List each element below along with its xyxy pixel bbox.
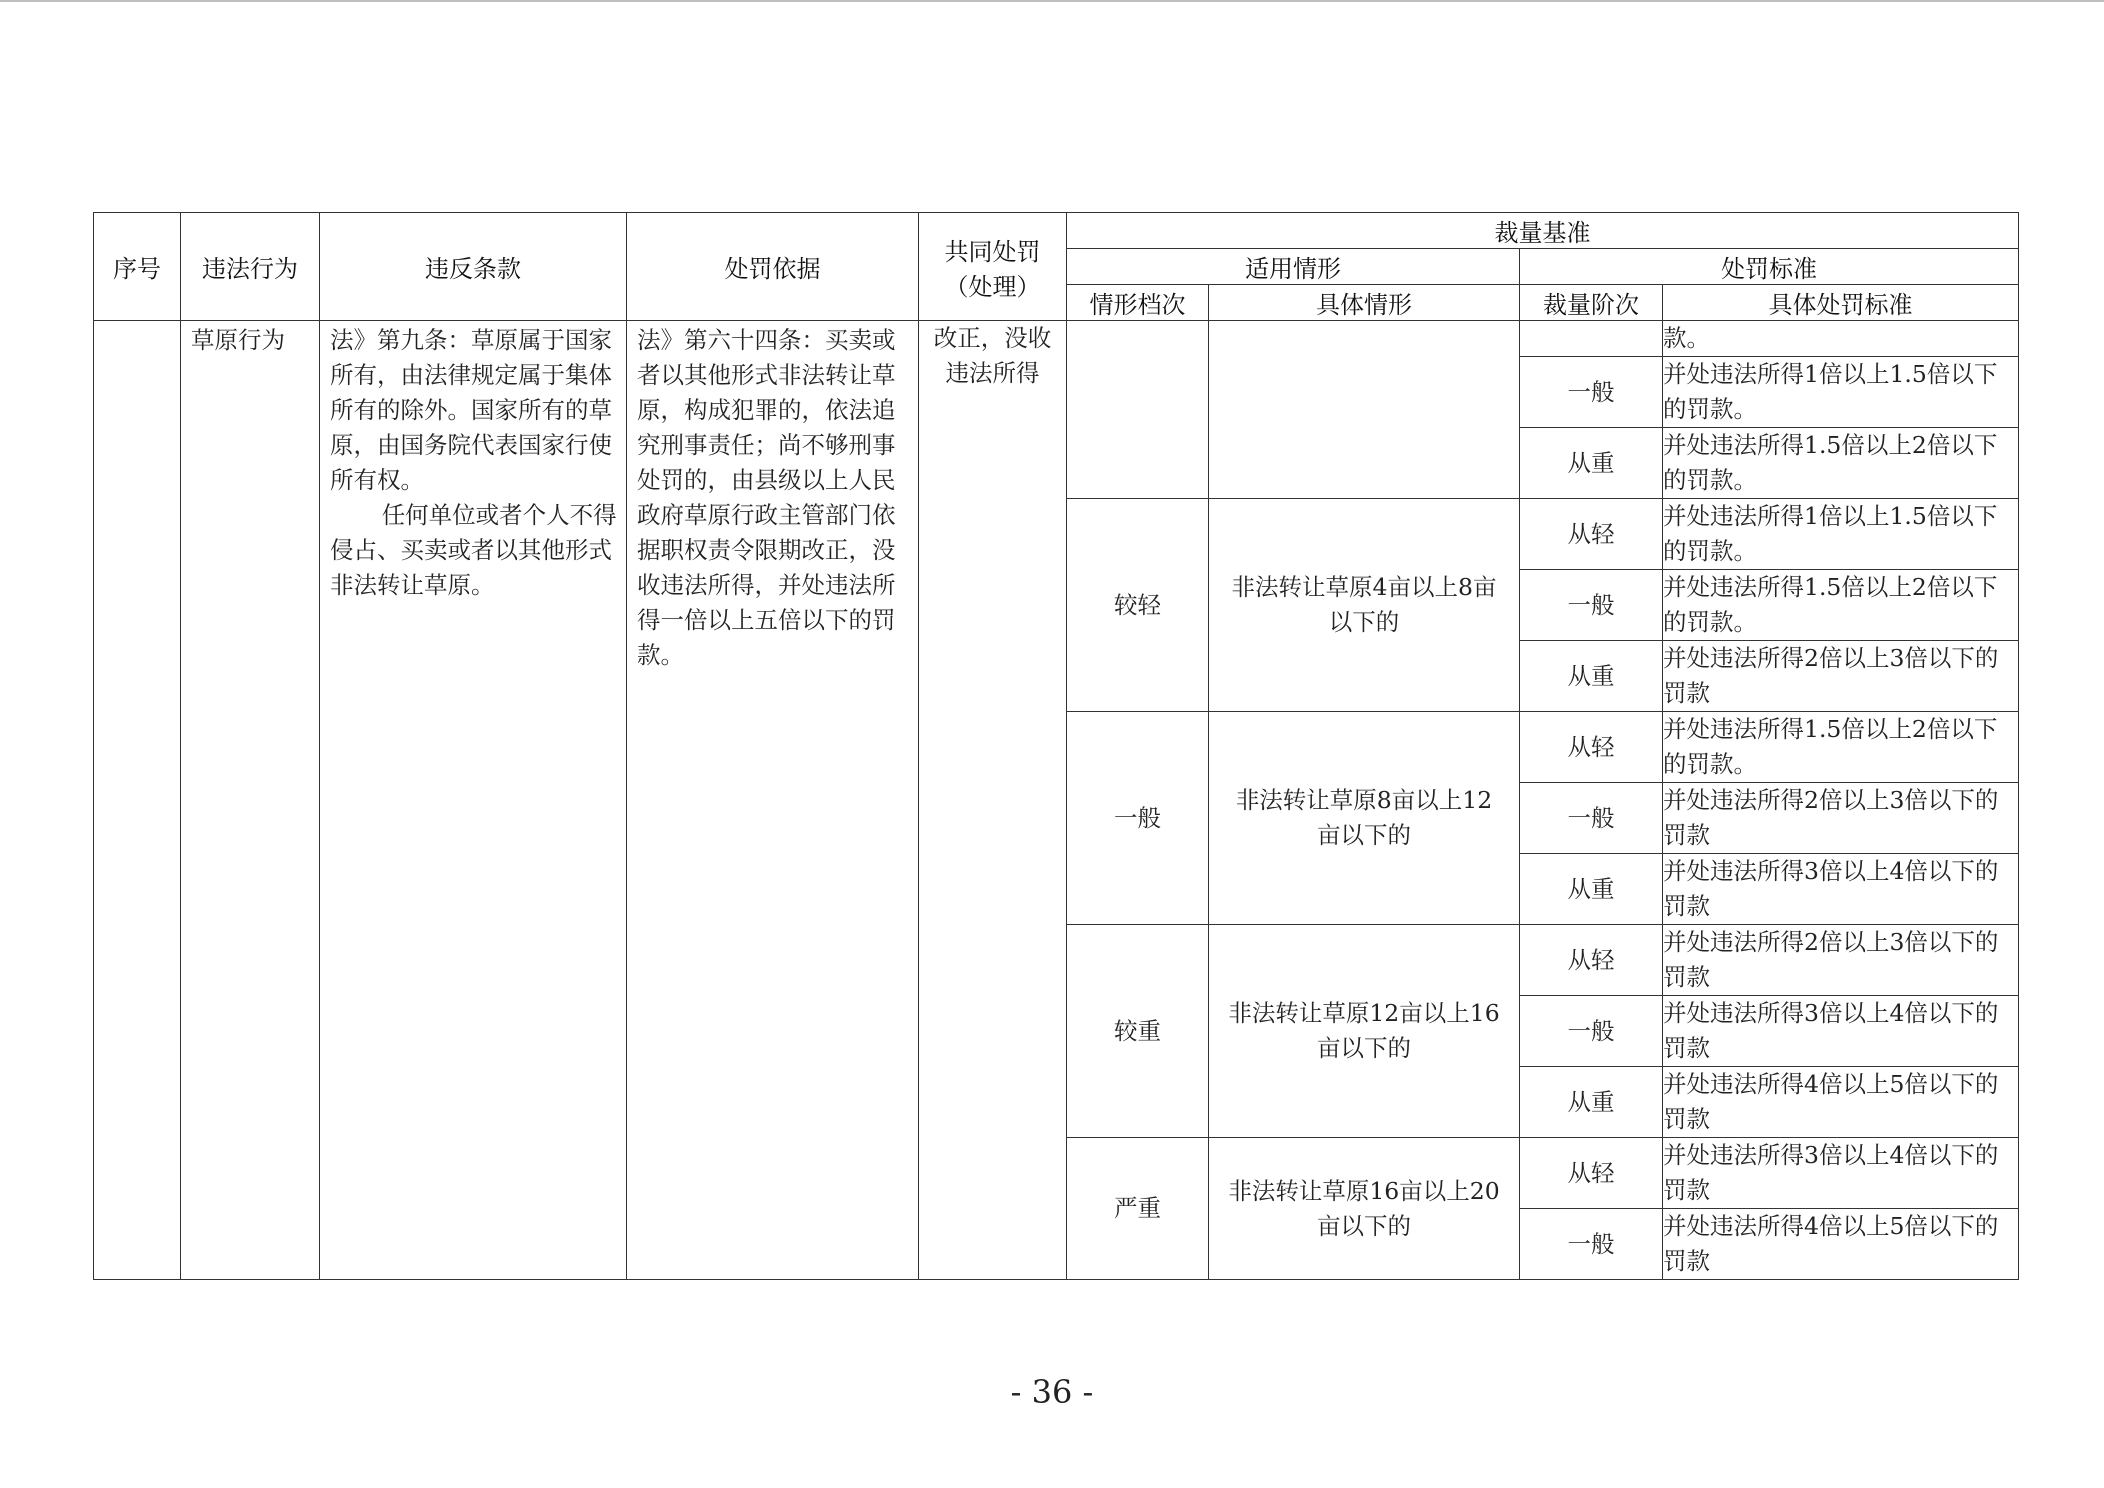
standard-cell: 并处违法所得4倍以上5倍以下的罚款 [1663, 1067, 2019, 1138]
violated-clause-cell [320, 321, 627, 1280]
level-cell: 一般 [1520, 570, 1663, 641]
table-row [94, 321, 2019, 357]
standard-cell: 并处违法所得2倍以上3倍以下的罚款 [1663, 783, 2019, 854]
header-violated-clause: 违反条款 [320, 213, 627, 321]
standard-cell: 并处违法所得3倍以上4倍以下的罚款 [1663, 854, 2019, 925]
level-cell: 从轻 [1520, 712, 1663, 783]
level-cell: 从轻 [1520, 1138, 1663, 1209]
header-behavior: 违法行为 [181, 213, 320, 321]
level-cell [1520, 321, 1663, 357]
level-cell: 从重 [1520, 1067, 1663, 1138]
penalty-basis-cell [627, 321, 919, 1280]
situation-cell: 非法转让草原16亩以上20亩以下的 [1209, 1138, 1520, 1280]
header-penalty-standard: 处罚标准 [1520, 249, 2019, 285]
seq-cell [94, 321, 181, 1280]
level-cell: 从重 [1520, 854, 1663, 925]
standard-cell: 并处违法所得1.5倍以上2倍以下的罚款。 [1663, 428, 2019, 499]
clause-paragraph-1: 法》第九条：草原属于国家所有，由法律规定属于集体所有的除外。国家所有的草原，由国务院代表国家行使所有权。 [330, 326, 612, 494]
standard-cell: 并处违法所得3倍以上4倍以下的罚款 [1663, 996, 2019, 1067]
header-penalty-basis: 处罚依据 [627, 213, 919, 321]
header-specific-standard: 具体处罚标准 [1663, 285, 2019, 321]
standard-cell: 并处违法所得1.5倍以上2倍以下的罚款。 [1663, 712, 2019, 783]
behavior-text: 草原行为 [191, 326, 285, 354]
grade-cell: 一般 [1067, 712, 1209, 925]
standard-cell: 并处违法所得4倍以上5倍以下的罚款 [1663, 1209, 2019, 1280]
standard-cell: 款。 [1663, 321, 2019, 357]
header-common-penalty-line2: （处理） [944, 272, 1041, 301]
grade-cell: 严重 [1067, 1138, 1209, 1280]
level-cell: 从轻 [1520, 499, 1663, 570]
standard-cell: 并处违法所得2倍以上3倍以下的罚款 [1663, 641, 2019, 712]
behavior-cell [181, 321, 320, 1280]
page-number: - 36 - [1010, 1373, 1094, 1411]
header-discretion: 裁量基准 [1067, 213, 2019, 249]
standard-cell: 并处违法所得1倍以上1.5倍以下的罚款。 [1663, 499, 2019, 570]
situation-cell: 非法转让草原8亩以上12亩以下的 [1209, 712, 1520, 925]
header-common-penalty [919, 213, 1067, 321]
clause-paragraph-2: 任何单位或者个人不得侵占、买卖或者以其他形式非法转让草原。 [330, 501, 617, 599]
header-seq: 序号 [94, 213, 181, 321]
level-cell: 一般 [1520, 996, 1663, 1067]
header-common-penalty-line1: 共同处罚 [944, 237, 1041, 266]
level-cell: 从轻 [1520, 925, 1663, 996]
basis-text: 法》第六十四条：买卖或者以其他形式非法转让草原，构成犯罪的，依法追究刑事责任；尚不够刑事处罚的，由县级以上人民政府草原行政主管部门依据职权责令限期改正，没收违法所得，并处违法所得一倍以上五倍以下的罚款。 [637, 326, 896, 669]
level-cell: 从重 [1520, 428, 1663, 499]
page-top-border [0, 0, 2104, 2]
situation-cell: 非法转让草原4亩以上8亩以下的 [1209, 499, 1520, 712]
header-specific-situation: 具体情形 [1209, 285, 1520, 321]
level-cell: 从重 [1520, 641, 1663, 712]
situation-cell [1209, 321, 1520, 499]
level-cell: 一般 [1520, 783, 1663, 854]
discretion-table [93, 212, 2019, 1280]
level-cell: 一般 [1520, 1209, 1663, 1280]
level-cell: 一般 [1520, 357, 1663, 428]
grade-cell: 较轻 [1067, 499, 1209, 712]
header-grade: 情形档次 [1067, 285, 1209, 321]
standard-cell: 并处违法所得1倍以上1.5倍以下的罚款。 [1663, 357, 2019, 428]
grade-cell [1067, 321, 1209, 499]
header-discretion-level: 裁量阶次 [1520, 285, 1663, 321]
common-penalty-text: 改正，没收违法所得 [933, 324, 1052, 387]
standard-cell: 并处违法所得1.5倍以上2倍以下的罚款。 [1663, 570, 2019, 641]
situation-cell: 非法转让草原12亩以上16亩以下的 [1209, 925, 1520, 1138]
header-applicable: 适用情形 [1067, 249, 1520, 285]
standard-cell: 并处违法所得2倍以上3倍以下的罚款 [1663, 925, 2019, 996]
standard-cell: 并处违法所得3倍以上4倍以下的罚款 [1663, 1138, 2019, 1209]
grade-cell: 较重 [1067, 925, 1209, 1138]
common-penalty-cell [919, 321, 1067, 1280]
